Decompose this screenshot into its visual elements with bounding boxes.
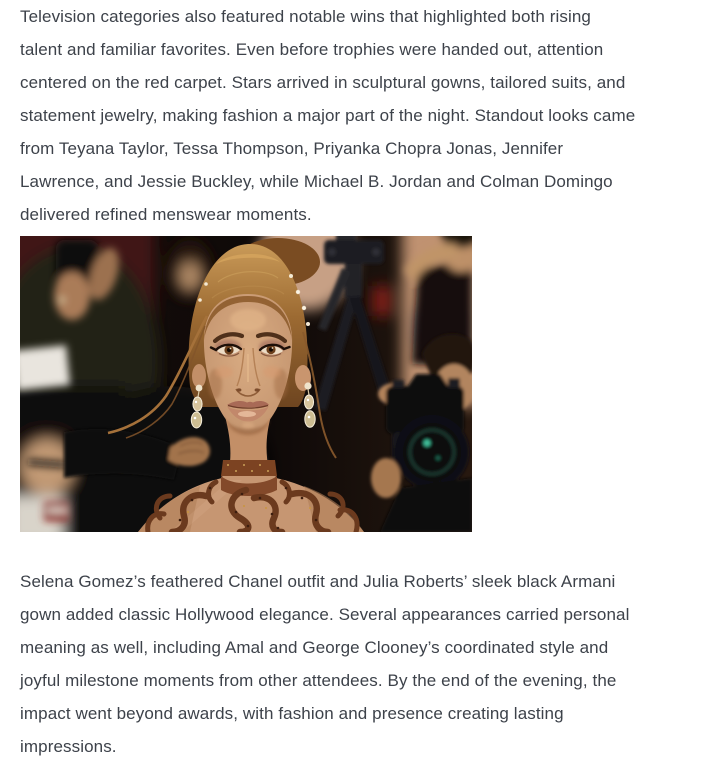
- text-line: centered on the red carpet. Stars arrived in sculptural gowns, tailored suits, and: [20, 73, 626, 92]
- red-carpet-photo: [20, 236, 472, 532]
- text-line: statement jewelry, making fashion a major part of the night. Standout looks came: [20, 106, 636, 125]
- text-line: talent and familiar favorites. Even before trophies were handed out, attention: [20, 40, 604, 59]
- text-line: from Teyana Taylor, Tessa Thompson, Priyanka Chopra Jonas, Jennifer: [20, 139, 564, 158]
- text-line: impact went beyond awards, with fashion and presence creating lasting: [20, 704, 564, 723]
- text-line: delivered refined menswear moments.: [20, 205, 312, 224]
- text-line: Lawrence, and Jessie Buckley, while Michael B. Jordan and Colman Domingo: [20, 172, 613, 191]
- paragraph-2: [20, 565, 684, 763]
- text-line: impressions.: [20, 737, 117, 756]
- photo-illustration: [20, 236, 472, 532]
- text-line: Selena Gomez’s feathered Chanel outfit and Julia Roberts’ sleek black Armani: [20, 572, 616, 591]
- paragraph-1: [20, 0, 684, 231]
- text-line: gown added classic Hollywood elegance. Several appearances carried personal: [20, 605, 630, 624]
- gown-collar: [221, 460, 277, 476]
- left-ear: [192, 364, 206, 388]
- text-line: meaning as well, including Amal and George Clooney’s coordinated style and: [20, 638, 609, 657]
- text-line: Television categories also featured notable wins that highlighted both rising: [20, 7, 591, 26]
- text-line: joyful milestone moments from other attendees. By the end of the evening, the: [20, 671, 617, 690]
